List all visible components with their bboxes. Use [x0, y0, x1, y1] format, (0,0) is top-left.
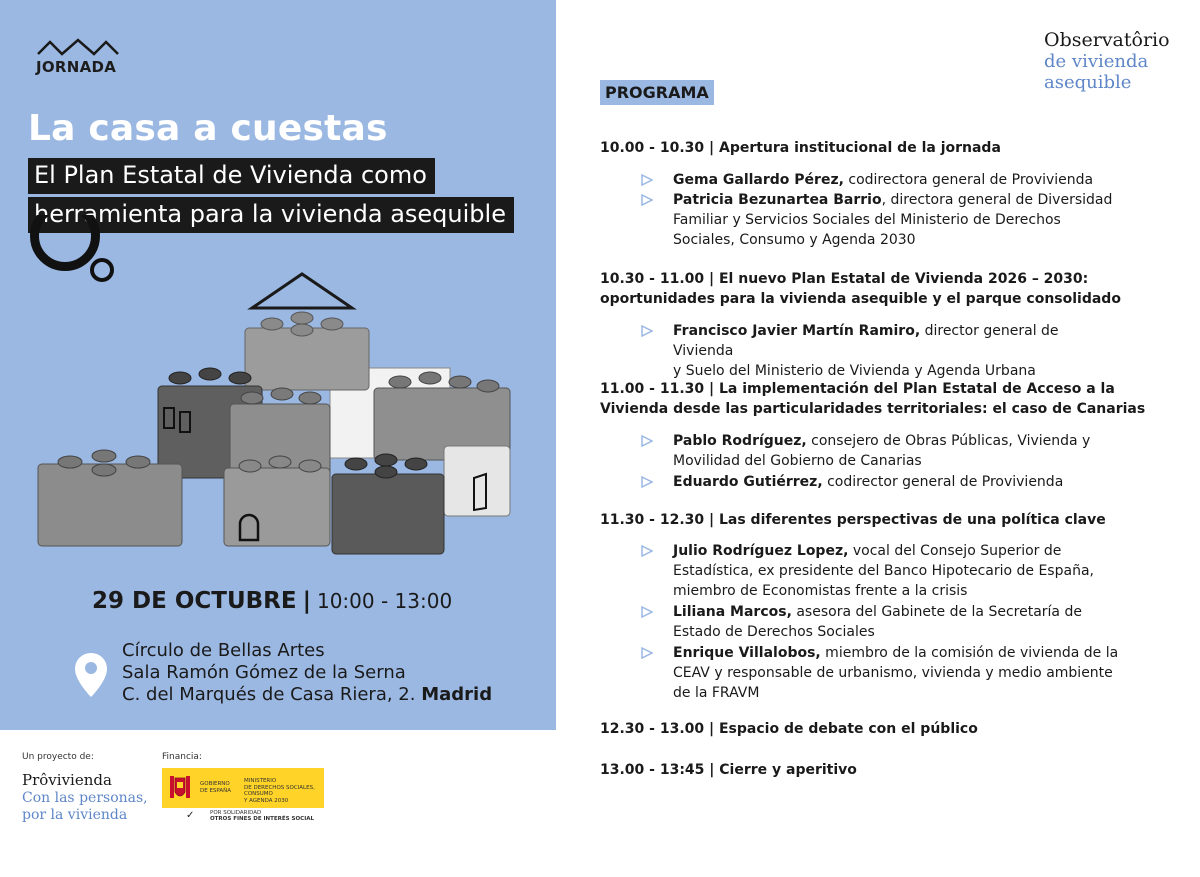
speaker-role-line2: CEAV y responsable de urbanismo, vivienda y medio ambiente — [673, 665, 1113, 681]
slot-title: 12.30 - 13.00 | Espacio de debate con el público — [600, 721, 978, 737]
speaker-role: vocal del Consejo Superior de — [848, 543, 1062, 559]
government-text — [200, 781, 231, 794]
slot-title-line2: oportunidades para la vivienda asequible y el parque consolidado — [600, 291, 1121, 307]
slot-title: 10.30 - 11.00 | El nuevo Plan Estatal de Vivienda 2026 – 2030: — [600, 271, 1089, 287]
speaker-role-line2: y Suelo del Ministerio de Vivienda y Agenda Urbana — [673, 363, 1036, 379]
slot-title-line2: Vivienda desde las particularidades territoriales: el caso de Canarias — [600, 401, 1146, 417]
gov-line1: GOBIERNO — [200, 781, 230, 787]
slot-title: 11.30 - 12.30 | Las diferentes perspectivas de una política clave — [600, 512, 1106, 528]
venue-address: C. del Marqués de Casa Riera, 2. — [122, 684, 416, 705]
ministry-line2: DE DERECHOS SOCIALES, CONSUMO — [244, 784, 315, 797]
event-panel — [0, 0, 556, 730]
venue-line1: Círculo de Bellas Artes — [122, 640, 325, 661]
event-title: La casa a cuestas — [28, 108, 388, 149]
speaker-name: Pablo Rodríguez, — [673, 433, 807, 449]
solidarity-line2: OTROS FINES DE INTERÉS SOCIAL — [210, 816, 314, 822]
gov-line2: DE ESPAÑA — [200, 787, 232, 794]
observatorio-line1: Observatôrio — [1044, 29, 1170, 51]
provivienda-tagline — [22, 790, 148, 824]
speaker-item — [673, 170, 1123, 190]
lego-houses-illustration — [30, 268, 530, 568]
event-date-row — [92, 588, 452, 614]
speaker-role-line2: Familiar y Servicios Sociales del Ministerio de Derechos — [673, 212, 1061, 228]
speaker-name: Liliana Marcos, — [673, 604, 792, 620]
speaker-item — [673, 321, 1123, 381]
speaker-role-line2: Estado de Derechos Sociales — [673, 624, 875, 640]
provivienda-logo: Prôvivienda — [22, 771, 112, 789]
event-subtitle-line2: herramienta para la vivienda asequible — [28, 197, 514, 233]
observatorio-logo — [1044, 29, 1170, 93]
finance-label: Financia: — [162, 752, 202, 762]
location-pin-icon — [74, 652, 108, 698]
program-slot — [600, 379, 1145, 419]
program-slot — [600, 138, 1001, 158]
speaker-role: codirectora general de Provivienda — [843, 172, 1094, 188]
jornada-label: JORNADA — [36, 58, 117, 76]
speaker-role: consejero de Obras Públicas, Vivienda y — [806, 433, 1091, 449]
speaker-role: miembro de la comisión de vivienda de la — [820, 645, 1119, 661]
observatorio-line2: de vivienda — [1044, 51, 1149, 72]
speaker-role: asesora del Gabinete de la Secretaría de — [791, 604, 1082, 620]
solidarity-line1: POR SOLIDARIDAD — [210, 810, 262, 816]
event-time: 10:00 - 13:00 — [316, 589, 453, 613]
jornada-badge — [36, 38, 126, 76]
speaker-name: Julio Rodríguez Lopez, — [673, 543, 849, 559]
roofline-icon — [36, 38, 120, 56]
speaker-role-line2: Movilidad del Gobierno de Canarias — [673, 453, 922, 469]
triangle-bullet-icon — [641, 606, 653, 618]
speaker-item — [673, 643, 1123, 703]
check-icon: ✓ — [186, 810, 195, 821]
date-separator: | — [302, 588, 311, 614]
speaker-role-line3: de la FRAVM — [673, 685, 760, 701]
triangle-bullet-icon — [641, 325, 653, 337]
government-logo — [162, 768, 324, 808]
speaker-name: Enrique Villalobos, — [673, 645, 821, 661]
roof-outline — [252, 274, 352, 308]
ministry-text — [244, 778, 320, 804]
venue-line2: Sala Ramón Gómez de la Serna — [122, 662, 406, 683]
speaker-role: , directora general de Diversidad — [881, 192, 1113, 208]
programa-heading: PROGRAMA — [600, 80, 714, 105]
slot-title: 11.00 - 11.30 | La implementación del Plan Estatal de Acceso a la — [600, 381, 1115, 397]
program-slot — [600, 719, 978, 739]
provivienda-tagline-line1: Con las personas, — [22, 790, 148, 806]
speaker-role: director general de Vivienda — [673, 323, 1059, 359]
speaker-item — [673, 431, 1123, 471]
event-date: 29 DE OCTUBRE — [92, 588, 297, 614]
triangle-bullet-icon — [641, 174, 653, 186]
triangle-bullet-icon — [641, 194, 653, 206]
provivienda-tagline-line2: por la vivienda — [22, 807, 128, 823]
program-slot — [600, 269, 1121, 309]
project-label: Un proyecto de: — [22, 752, 94, 762]
venue-line3 — [122, 684, 492, 706]
triangle-bullet-icon — [641, 647, 653, 659]
speaker-role: codirector general de Provivienda — [822, 474, 1064, 490]
speaker-role-line3: miembro de Economistas frente a la crisis — [673, 583, 968, 599]
event-venue — [122, 640, 492, 706]
venue-city: Madrid — [421, 684, 493, 705]
ministry-line1: MINISTERIO — [244, 778, 277, 784]
program-slot — [600, 760, 857, 780]
speaker-role-line3: Sociales, Consumo y Agenda 2030 — [673, 232, 916, 248]
triangle-bullet-icon — [641, 476, 653, 488]
observatorio-line3: asequible — [1044, 72, 1132, 93]
speaker-item — [673, 472, 1123, 492]
speaker-name: Gema Gallardo Pérez, — [673, 172, 844, 188]
triangle-bullet-icon — [641, 435, 653, 447]
slot-title: 13.00 - 13:45 | Cierre y aperitivo — [600, 762, 857, 778]
speaker-item — [673, 541, 1123, 601]
speaker-name: Patricia Bezunartea Barrio — [673, 192, 882, 208]
speaker-role-line2: Estadística, ex presidente del Banco Hipotecario de España, — [673, 563, 1094, 579]
speaker-item — [673, 602, 1123, 642]
event-subtitle-line1: El Plan Estatal de Vivienda como — [28, 158, 435, 194]
program-slot — [600, 510, 1106, 530]
speaker-item — [673, 190, 1123, 250]
triangle-bullet-icon — [641, 545, 653, 557]
spain-shield-icon — [168, 774, 192, 802]
speaker-name: Eduardo Gutiérrez, — [673, 474, 823, 490]
slot-title: 10.00 - 10.30 | Apertura institucional de la jornada — [600, 140, 1001, 156]
speaker-name: Francisco Javier Martín Ramiro, — [673, 323, 921, 339]
ministry-line3: Y AGENDA 2030 — [244, 797, 289, 804]
